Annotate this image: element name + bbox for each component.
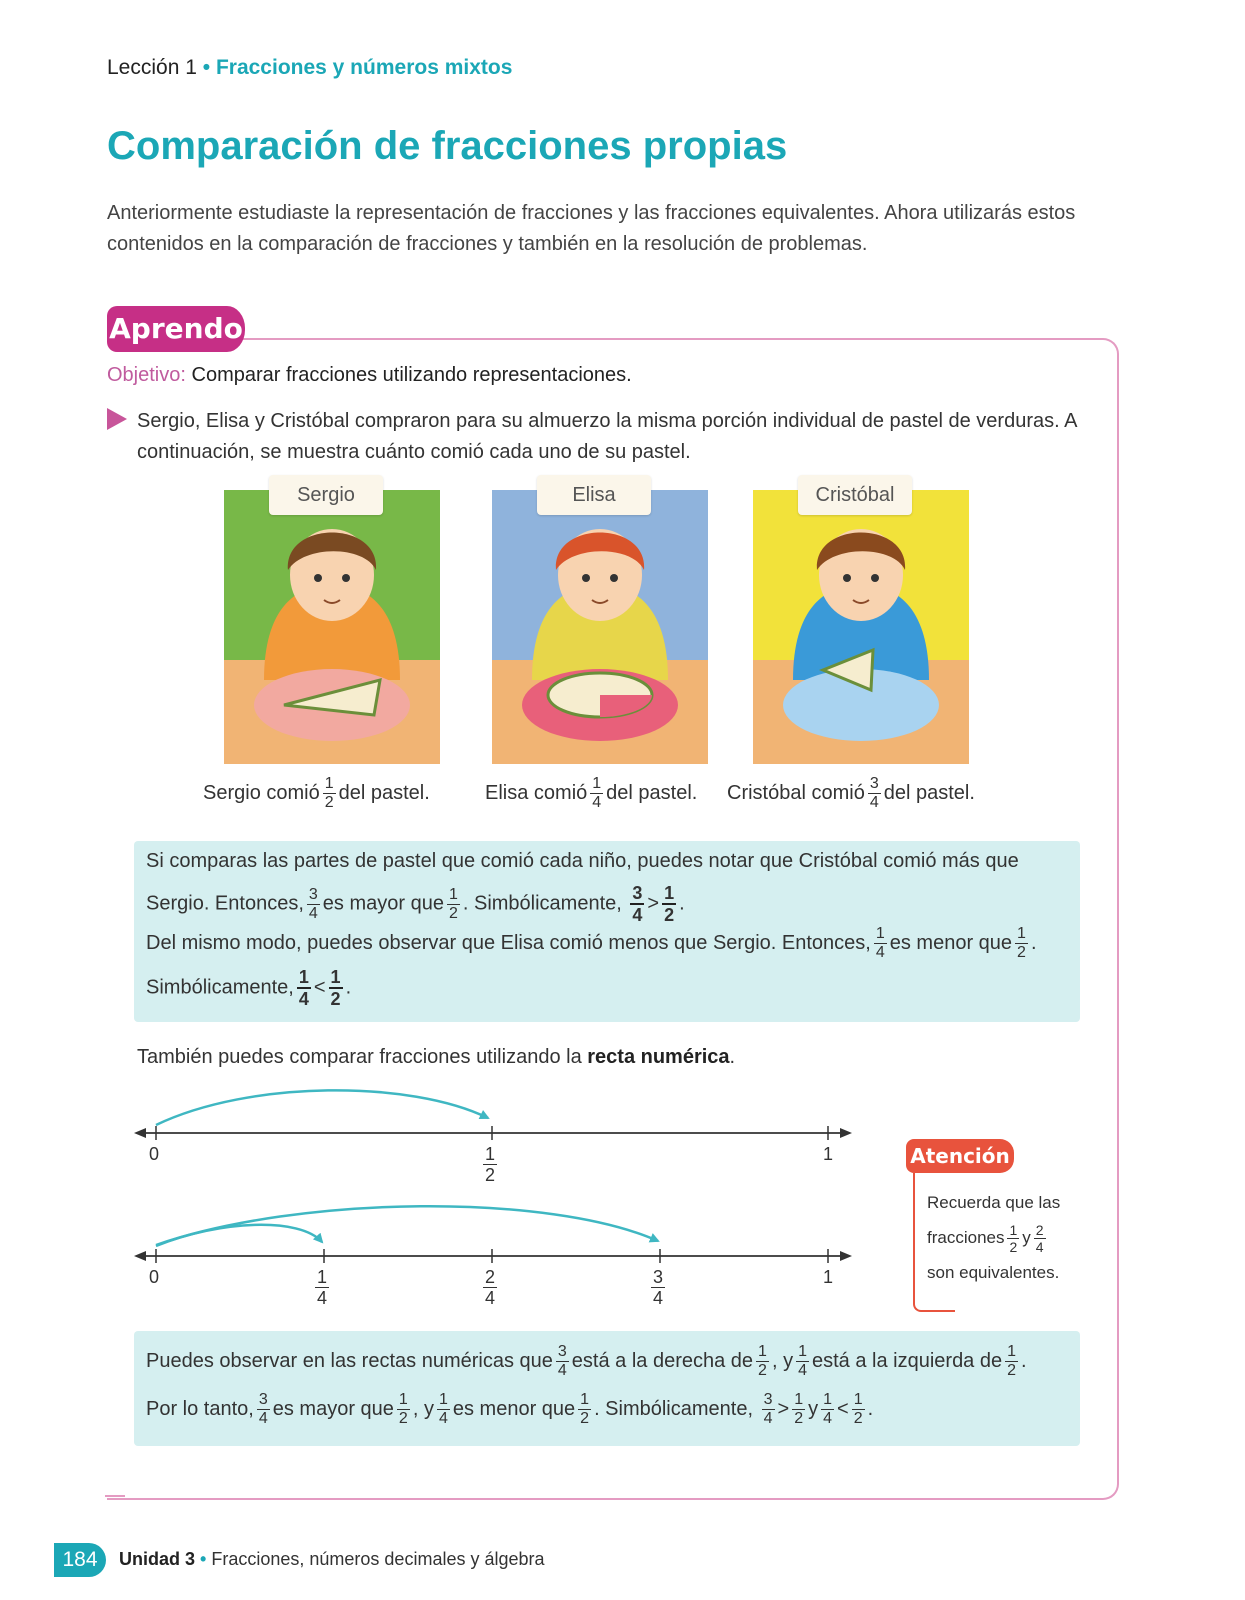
number-line-intro: También puedes comparar fracciones utilizando la recta numérica. [137,1046,736,1068]
box1-line2: Sergio. Entonces, $\frac{3}{4}$ es mayor que $\frac{1}{2}$ . Simbólicamente, $\frac{3}{4}$ > $\frac{1}{2}$ . [146,883,685,925]
lesson-topic: Fracciones y números mixtos [215,56,513,79]
lesson-separator: • [202,56,211,79]
play-bullet-icon [107,408,127,430]
page-title: Comparación de fracciones propias [107,124,788,168]
section-tab-aprendo: Aprendo [107,306,245,352]
caption-sergio: Sergio comió $\frac{1}{2}$ del pastel. [203,775,430,811]
label-one: 1 [823,1267,834,1287]
fraction: $\frac{3}{4}$ [869,775,879,811]
atencion-tab: Atención [906,1139,1014,1173]
label-one-quarter: $\frac{1}{4}$ [317,1267,328,1308]
arrow-left-icon [134,1251,146,1261]
box2-line2: Por lo tanto, $\frac{3}{4}$ es mayor que $\frac{1}{2}$ , y $\frac{1}{4}$ es menor que $\frac{1}{2}$ . Simbólicamente, $\frac{3}{4}$ > $\frac{1}{2}$ y $\frac{1}{4}$ < $\frac{1}{2}$ . [146,1391,874,1427]
jump-arc-three-quarters [156,1206,658,1245]
fraction: $\frac{1}{4}$ [592,775,602,811]
label-three-quarters: $\frac{3}{4}$ [653,1267,664,1308]
box1-line3: Del mismo modo, puedes observar que Elisa comió menos que Sergio. Entonces, $\frac{1}{4}$ es menor que $\frac{1}{2}$ . [146,925,1037,961]
lesson-number: Lección 1 [107,56,197,79]
number-line-quarters [134,1206,852,1263]
illustration-cristobal [753,490,969,764]
footer-unit: Unidad 3 • Fracciones, números decimales y álgebra [119,1549,545,1569]
story-paragraph: Sergio, Elisa y Cristóbal compraron para su almuerzo la misma porción individual de pastel de verduras. A continuación, se muestra cuánto comió cada uno de su pastel. [137,410,1077,463]
objective-text: Comparar fracciones utilizando representaciones. [191,364,632,386]
lesson-header [107,56,512,80]
fraction: $\frac{1}{2}$ [324,775,334,811]
frame-bottom-edge [105,1494,125,1498]
box2-line1: Puedes observar en las rectas numéricas que $\frac{3}{4}$ está a la derecha de $\frac{1}{2}$ , y $\frac{1}{4}$ está a la izquierda de $\frac{1}{2}$ . [146,1343,1027,1379]
intro-paragraph: Anteriormente estudiaste la representación de fracciones y las fracciones equivalentes. Ahora utilizarás estos contenidos en la comparación de fracciones y también en la resolución de problemas. [107,202,1076,255]
caption-cristobal: Cristóbal comió $\frac{3}{4}$ del pastel. [727,775,975,811]
illustration-sergio [224,490,440,764]
label-two-quarters: $\frac{2}{4}$ [485,1267,496,1308]
page-number: 184 [54,1543,106,1577]
jump-arc-half [156,1090,488,1125]
objective [107,364,632,387]
caption-elisa: Elisa comió $\frac{1}{4}$ del pastel. [485,775,698,811]
arrow-right-icon [840,1251,852,1261]
box1-line4: Simbólicamente, $\frac{1}{4}$ < $\frac{1}{2}$ . [146,967,352,1009]
arrow-right-icon [840,1128,852,1138]
name-label: Elisa [537,475,651,515]
illustration-elisa [492,490,708,764]
name-label: Cristóbal [798,475,912,515]
objective-label: Objetivo: [107,364,186,386]
label-zero: 0 [149,1144,160,1164]
label-zero: 0 [149,1267,160,1287]
number-line-halves [134,1090,852,1140]
arrow-left-icon [134,1128,146,1138]
atencion-note: Recuerda que las fracciones $\frac{1}{2}$ y $\frac{2}{4}$ son equivalentes. [927,1193,1061,1282]
jump-arc-quarter [156,1225,322,1246]
name-label: Sergio [269,475,383,515]
box1-line1: Si comparas las partes de pastel que comió cada niño, puedes notar que Cristóbal comió más que [146,850,1019,872]
label-half: $\frac{1}{2}$ [485,1144,496,1185]
label-one: 1 [823,1144,834,1164]
